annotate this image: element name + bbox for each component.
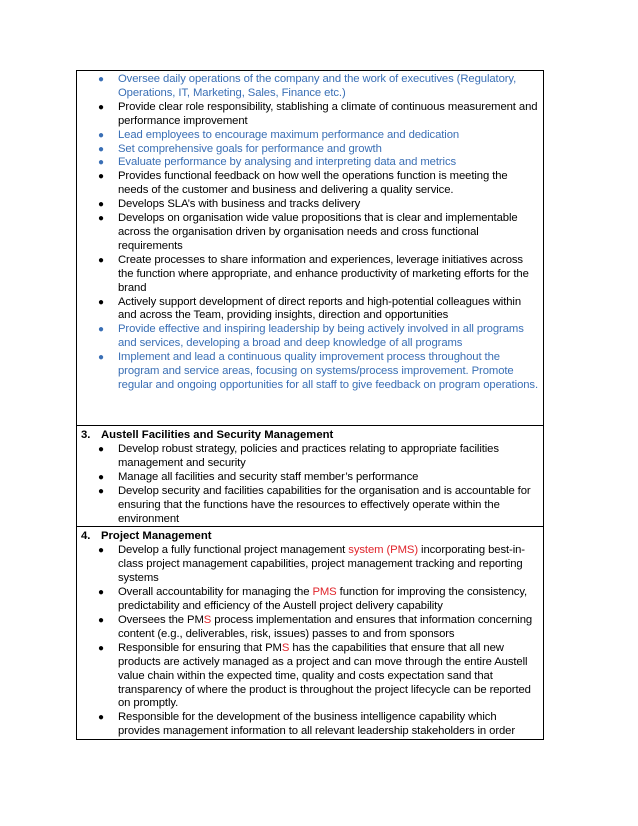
section-title: Project Management [101,530,212,543]
list-item: ● Responsible for ensuring that PMS has the capabilities that ensure that all new products are actively managed as a project and can move through the entire Austell value chain within the expected time, quality and costs expectation sand that transparency of where the product is throughout the project lifecycle can be reported on promptly. [98,641,531,710]
list-item: ● Develop robust strategy, policies and practices relating to appropriate facilities management and security [98,443,499,469]
bullet-icon: ● [98,296,104,308]
project-management-cell [77,527,544,740]
list-item: ● Actively support development of direct reports and high-potential colleagues within and across the Team, providing insights, direction and opportunities [98,295,522,322]
bullet-icon: ● [98,545,104,557]
list-item: ● Oversees the PMS process implementation and ensures that information concerning content (e.g., deliverables, risk, issues) passes to and from sponsors [98,613,533,640]
bullet-icon: ● [98,74,104,85]
section-heading [81,428,539,442]
bullet-icon: ● [98,471,104,483]
facilities-list [81,443,539,526]
bullet-icon: ● [98,712,104,724]
bullet-icon: ● [98,254,104,266]
facilities-security-cell [77,426,544,527]
bullet-icon: ● [98,587,104,599]
list-item: ● Implement and lead a continuous quality improvement process throughout the program and service areas, focusing on systems/process improvement. Promote regular and ongoing opportunities for all staff to give feedback on program operations. [98,351,539,391]
bullet-icon: ● [98,101,104,113]
list-item: ● Overall accountability for managing the PMS function for improving the consistency, predictability and efficiency of the Austell project delivery capability [98,586,528,613]
list-item: ● Lead employees to encourage maximum performance and dedication [98,128,460,141]
operations-cell [77,71,544,426]
section-title: Austell Facilities and Security Management [101,429,334,441]
bullet-icon: ● [98,614,104,626]
responsibilities-table [76,70,544,740]
bullet-icon: ● [98,444,104,455]
list-item: ● Develops on organisation wide value propositions that is clear and implementable across the organisation driven by organisation needs and cross functional requirements [98,212,518,252]
section-number: 3. [81,429,91,441]
list-item: ● Provide clear role responsibility, stablishing a climate of continuous measurement and performance improvement [98,100,538,127]
bullet-icon: ● [98,171,104,183]
list-item: ● Develop a fully functional project management system (PMS) incorporating best-in-class project management capabilities, project management tracking and reporting systems [98,544,525,585]
bullet-icon: ● [98,199,104,211]
bullet-icon: ● [98,129,104,141]
list-item: ● Develop security and facilities capabilities for the organisation and is accountable for ensuring that the functions have the resources to effectively operate within the environment [98,484,531,525]
list-item: ● Set comprehensive goals for performance and growth [98,142,382,155]
list-item: ● Develops SLA’s with business and tracks delivery [98,198,361,211]
list-item: ● Responsible for the development of the business intelligence capability which provides management information to all relevant leadership stakeholders in order [98,711,516,738]
list-item: ● Create processes to share information and experiences, leverage initiatives across the function where appropriate, and enhance productivity of marketing efforts for the brand [98,253,529,294]
list-item: ● Evaluate performance by analysing and interpreting data and metrics [98,156,457,169]
section-heading [81,529,539,543]
operations-list [81,73,539,393]
project-list [81,544,539,739]
list-item: ● Oversee daily operations of the company and the work of executives (Regulatory, Operations, IT, Marketing, Sales, Finance etc.) [98,73,517,99]
list-item: ● Manage all facilities and security staff member’s performance [98,470,419,483]
section-number: 4. [81,530,91,543]
bullet-icon: ● [98,485,104,497]
bullet-icon: ● [98,642,104,654]
bullet-icon: ● [98,213,104,225]
list-item: ● Provides functional feedback on how well the operations function is meeting the needs of the customer and business and delivering a quality service. [98,170,508,197]
bullet-icon: ● [98,157,104,169]
bullet-icon: ● [98,324,104,336]
list-item: ● Provide effective and inspiring leadership by being actively involved in all programs and services, developing a broad and deep knowledge of all programs [98,323,524,350]
bullet-icon: ● [98,143,104,155]
bullet-icon: ● [98,352,104,364]
